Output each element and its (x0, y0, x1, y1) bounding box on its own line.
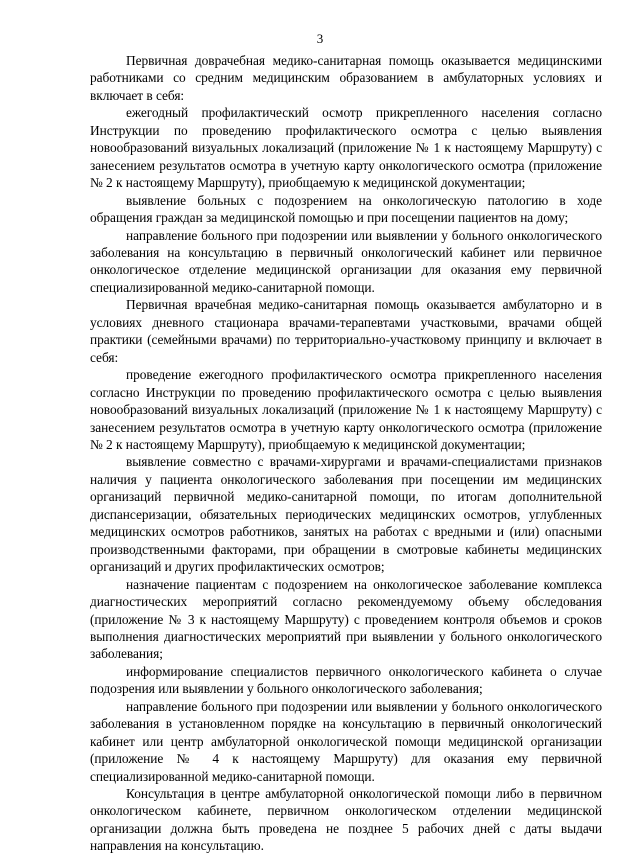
paragraph-diagnostic-assignment: назначение пациентам с подозрением на онкологическое заболевание комплекса диагностических мероприятий согласно рекомендуемому объему обследования (приложение № 3 к настоящему Маршруту) с проведением контроля объемов и сроков выполнения диагностических мероприятий при выявлении у больного онкологического заболевания; (90, 576, 602, 662)
paragraph-joint-detection: выявление совместно с врачами-хирургами и врачами-специалистами признаков наличия у пациента онкологического заболевания при посещении им медицинских организаций первичной медико-санитарной помощи, по итогам дополнительной диспансеризации, обязательных периодических медицинских осмотров, углубленных медицинских осмотров работников, занятых на работах с вредными и (или) опасными производственными факторами, при обращении в смотровые кабинеты медицинских организаций и других профилактических осмотров; (90, 454, 602, 575)
paragraph-prehospital-care-intro: Первичная доврачебная медико-санитарная помощь оказывается медицинскими работниками со средним медицинским образованием в амбулаторных условиях и включает в себя: (90, 53, 602, 103)
paragraph-referral-outpatient-center: направление больного при подозрении или выявлении у больного онкологического заболевания в установленном порядке на консультацию в первичный онкологический кабинет или центр амбулаторной онкологической помощи медицинской организации (приложение № 4 к настоящему Маршруту) для оказания ему первичной специализированной медико-санитарной помощи. (90, 698, 602, 784)
paragraph-consultation-deadline: Консультация в центре амбулаторной онкологической помощи либо в первичном онкологическом кабинете, первичном онкологическом отделении медицинской организации должна быть проведена не позднее 5 рабочих дней с даты выдачи направления на консультацию. (90, 786, 602, 854)
paragraph-annual-checkup: ежегодный профилактический осмотр прикрепленного населения согласно Инструкции по проведению профилактического осмотра с целью выявления новообразований визуальных локализаций (приложение № 1 к настоящему Маршруту) с занесением результатов осмотра в учетную карту онкологического осмотра (приложение № 2 к настоящему Маршруту), приобщаемую к медицинской документации; (90, 105, 602, 191)
paragraph-annual-checkup-physician: проведение ежегодного профилактического осмотра прикрепленного населения согласно Инструкции по проведению профилактического осмотра с целью выявления новообразований визуальных локализаций (приложение № 1 к настоящему Маршруту) с занесением результатов осмотра в учетную карту онкологического осмотра (приложение № 2 к настоящему Маршруту), приобщаемую к медицинской документации; (90, 367, 602, 452)
paragraph-informing-specialists: информирование специалистов первичного онкологического кабинета о случае подозрения или выявлении у больного онкологического заболевания; (90, 663, 602, 697)
paragraph-detection-on-visit: выявление больных с подозрением на онкологическую патологию в ходе обращения граждан за медицинской помощью и при посещении пациентов на дому; (90, 192, 602, 226)
document-body (90, 52, 602, 855)
page-number: 3 (316, 31, 324, 46)
paragraph-physician-care-intro: Первичная врачебная медико-санитарная помощь оказывается амбулаторно и в условиях дневного стационара врачами-терапевтами участковыми, врачами общей практики (семейными врачами) по территориально-участковому принципу и включает в себя: (90, 297, 602, 365)
paragraph-referral-primary-cabinet: направление больного при подозрении или выявлении у больного онкологического заболевания на консультацию в первичный онкологический кабинет или первичное онкологическое отделение медицинской организации для оказания ему первичной специализированной медико-санитарной помощи. (90, 227, 602, 295)
